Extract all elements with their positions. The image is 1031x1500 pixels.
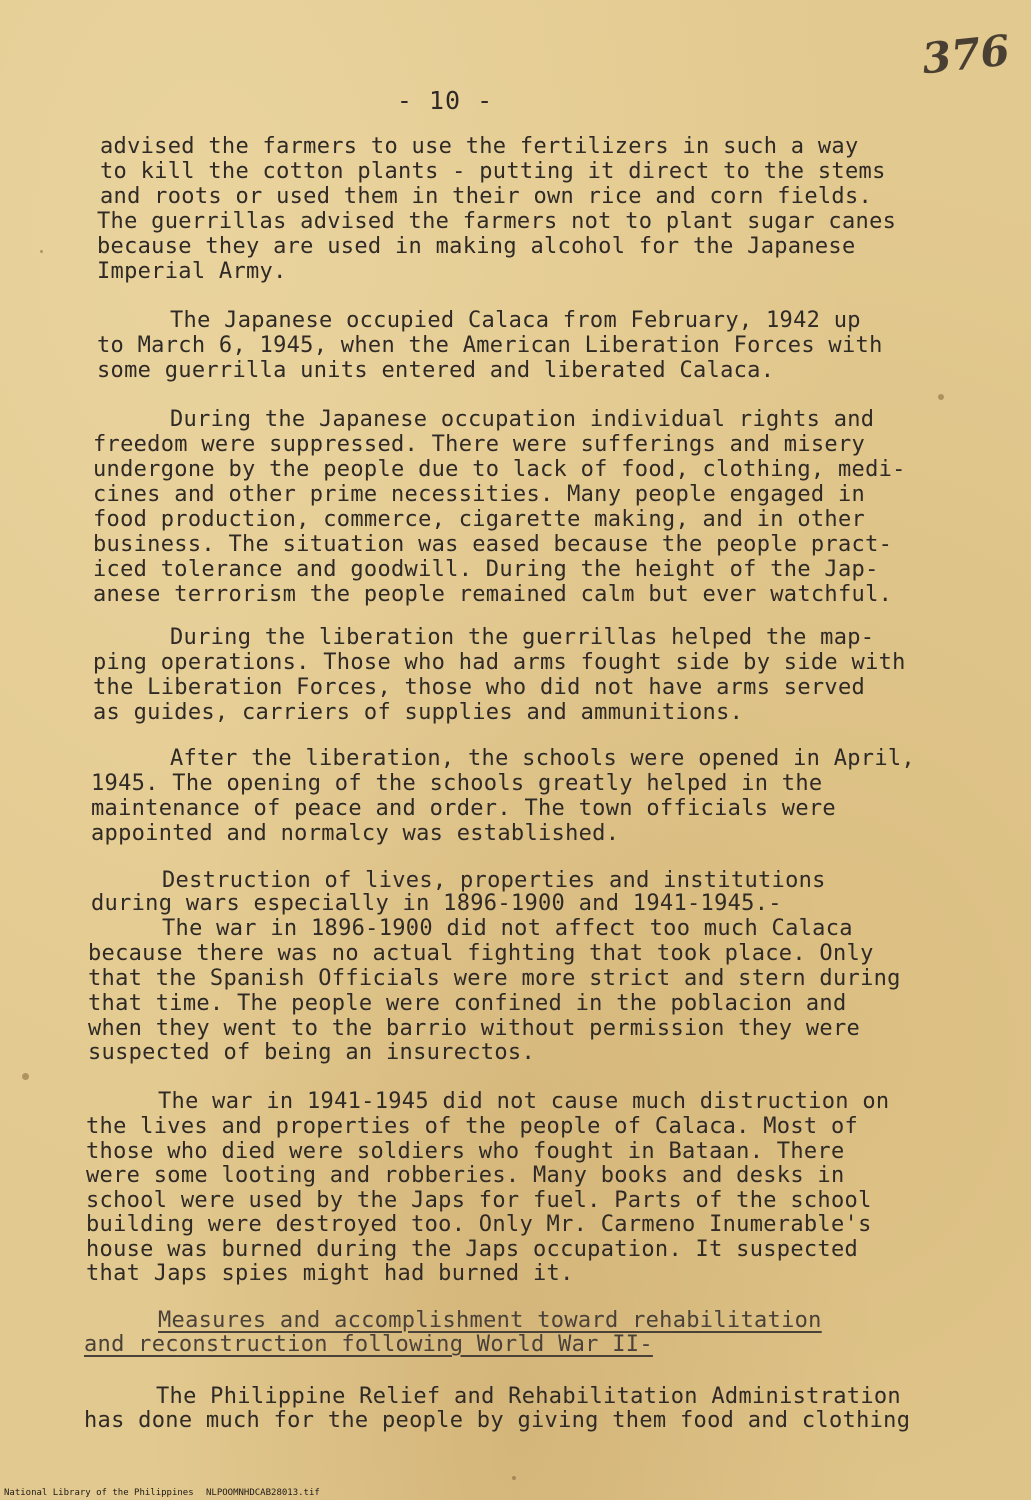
text-line: advised the farmers to use the fertilizers in such a way <box>100 134 859 159</box>
text-line: some guerrilla units entered and liberated Calaca. <box>97 358 775 383</box>
text-line: has done much for the people by giving them food and clothing <box>84 1408 911 1433</box>
text-line: school were used by the Japs for fuel. Parts of the school <box>86 1188 872 1213</box>
text-line: house was burned during the Japs occupation. It suspected <box>86 1237 859 1262</box>
text-line: During the Japanese occupation individual rights and <box>170 407 875 432</box>
text-line: The war in 1896-1900 did not affect too much Calaca <box>162 916 853 941</box>
handwritten-folio-number: 376 <box>919 25 1012 84</box>
section-heading-underlined: and reconstruction following World War II- <box>84 1332 653 1357</box>
text-line: building were destroyed too. Only Mr. Carmeno Inumerable's <box>86 1212 872 1237</box>
text-line: The Japanese occupied Calaca from February, 1942 up <box>170 308 861 333</box>
text-line: business. The situation was eased because the people pract- <box>93 532 893 557</box>
text-line: the lives and properties of the people of Calaca. Most of <box>86 1114 859 1139</box>
text-line: as guides, carriers of supplies and ammunitions. <box>93 700 744 725</box>
text-line: because there was no actual fighting that took place. Only <box>88 941 874 966</box>
text-line: freedom were suppressed. There were sufferings and misery <box>93 432 866 457</box>
text-line: After the liberation, the schools were opened in April, <box>170 746 915 771</box>
text-line: Imperial Army. <box>97 259 287 284</box>
text-line: The guerrillas advised the farmers not to plant sugar canes <box>97 209 897 234</box>
section-heading: during wars especially in 1896-1900 and 1941-1945.- <box>91 891 782 916</box>
page-number: - 10 - <box>396 86 494 115</box>
text-line: were some looting and robberies. Many books and desks in <box>86 1163 845 1188</box>
text-line: when they went to the barrio without permission they were <box>88 1016 861 1041</box>
text-line: those who died were soldiers who fought in Bataan. There <box>86 1139 845 1164</box>
text-line: The Philippine Relief and Rehabilitation Administration <box>156 1384 901 1409</box>
text-line: maintenance of peace and order. The town officials were <box>91 796 836 821</box>
text-line: because they are used in making alcohol for the Japanese <box>97 234 856 259</box>
text-line: and roots or used them in their own rice and corn fields. <box>100 184 873 209</box>
text-line: that Japs spies might had burned it. <box>86 1261 574 1286</box>
text-line: cines and other prime necessities. Many people engaged in <box>93 482 866 507</box>
text-line: suspected of being an insurectos. <box>88 1040 535 1065</box>
text-line: iced tolerance and goodwill. During the height of the Jap- <box>93 557 879 582</box>
text-line: that the Spanish Officials were more strict and stern during <box>88 966 901 991</box>
section-heading: Destruction of lives, properties and institutions <box>162 868 826 893</box>
text-line: to kill the cotton plants - putting it direct to the stems <box>100 159 886 184</box>
text-line: appointed and normalcy was established. <box>91 821 620 846</box>
text-line: the Liberation Forces, those who did not have arms served <box>93 675 866 700</box>
footer-filename: NLPOOMNHDCAB28013.tif <box>206 1488 320 1498</box>
text-line: 1945. The opening of the schools greatly helped in the <box>91 771 823 796</box>
text-line: The war in 1941-1945 did not cause much distruction on <box>158 1089 890 1114</box>
text-line: anese terrorism the people remained calm but ever watchful. <box>93 582 893 607</box>
text-line: ping operations. Those who had arms fought side by side with <box>93 650 906 675</box>
text-line: food production, commerce, cigarette making, and in other <box>93 507 866 532</box>
text-line: undergone by the people due to lack of food, clothing, medi- <box>93 457 906 482</box>
text-line: that time. The people were confined in the poblacion and <box>88 991 847 1016</box>
footer-credit: National Library of the Philippines <box>4 1488 194 1498</box>
text-line: During the liberation the guerrillas helped the map- <box>170 625 875 650</box>
text-line: to March 6, 1945, when the American Liberation Forces with <box>97 333 883 358</box>
section-heading-underlined: Measures and accomplishment toward rehabilitation <box>158 1308 822 1333</box>
